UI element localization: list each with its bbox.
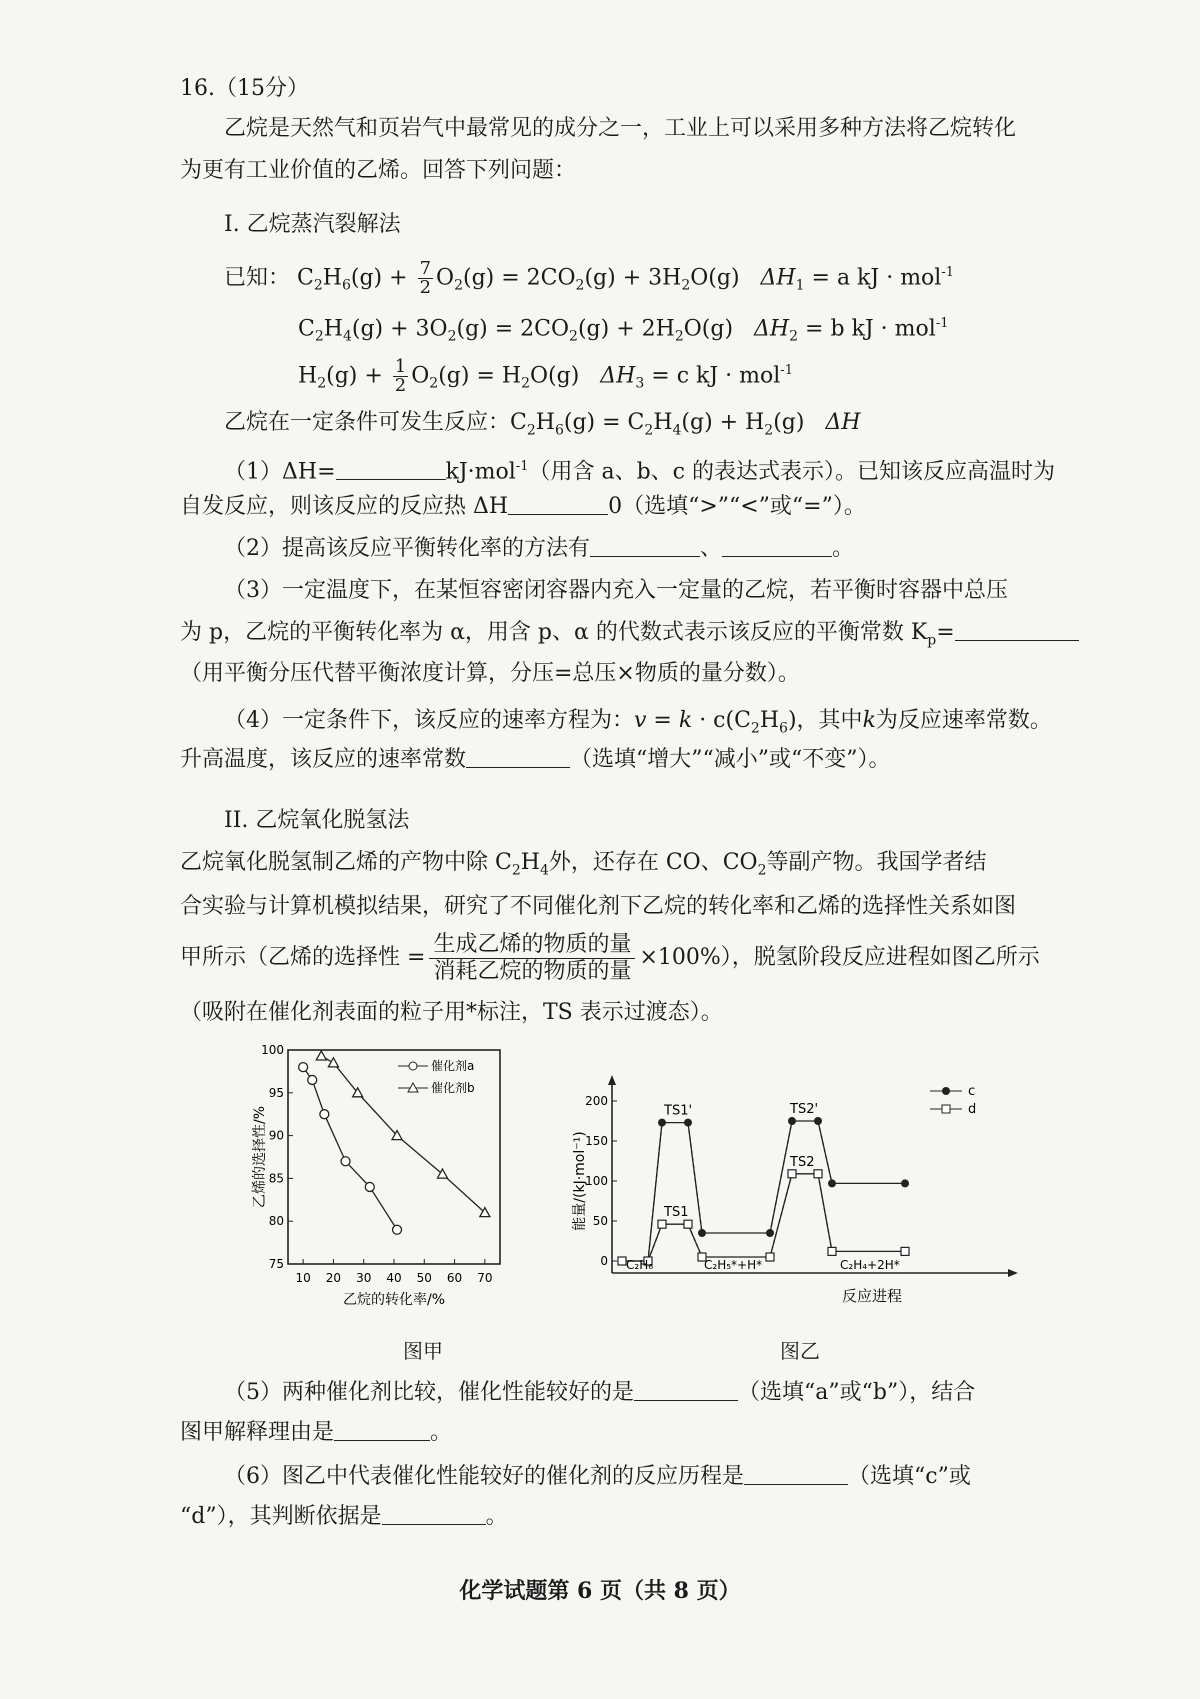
x-axis-label: 乙烷的转化率/% xyxy=(342,1292,446,1308)
stage-label-c2h4: C₂H₄+2H* xyxy=(840,1258,900,1272)
figure-yi xyxy=(570,1075,1030,1335)
legend-marker-c xyxy=(942,1087,950,1095)
part2-line-2: 合实验与计算机模拟结果，研究了不同催化剂下乙烷的转化率和乙烯的选择性关系如图 xyxy=(180,894,1017,919)
figure-jia xyxy=(250,1040,570,1360)
ts-label-d-1: TS1 xyxy=(664,1205,689,1221)
answer-blank-2-2[interactable] xyxy=(722,534,832,557)
legend-marker-d xyxy=(942,1105,950,1113)
legend-label-a: 催化剂a xyxy=(431,1059,475,1073)
stage-label-c2h6: C₂H₆ xyxy=(626,1258,654,1272)
part1-title: I. 乙烷蒸汽裂解法 xyxy=(224,212,401,237)
answer-blank-6-1[interactable] xyxy=(744,1462,848,1485)
known-equation-3: $H_2(g)$ + $\frac{1}{2}$ $O_2(g) = H_2O(g)$ $\Delta H_3 = c$ kJ · mol$^{-1}$ xyxy=(298,355,793,396)
y-tick-label: 100 xyxy=(261,1043,284,1057)
x-axis-label: 反应进程 xyxy=(842,1287,903,1305)
data-point-d xyxy=(766,1253,774,1261)
answer-blank-5-2[interactable] xyxy=(334,1418,430,1441)
question-6-line-2: “d”），其判断依据是 。 xyxy=(180,1504,508,1529)
x-tick-label: 50 xyxy=(416,1271,432,1285)
series-line-b xyxy=(321,1056,485,1213)
figure-yi-caption: 图乙 xyxy=(780,1339,820,1363)
answer-blank-5-1[interactable] xyxy=(634,1378,738,1401)
y-tick-label: 80 xyxy=(268,1214,284,1229)
answer-blank-1-2[interactable] xyxy=(508,492,608,515)
ts-label-c-2: TS2' xyxy=(790,1102,819,1117)
ts-label-c-1: TS1' xyxy=(664,1103,693,1119)
y-tick-label: 200 xyxy=(585,1094,608,1108)
part2-line-3: 甲所示（乙烯的选择性 = 生成乙烯的物质的量 消耗乙烷的物质的量 ×100%），脱氢阶段反应进程如图乙所示 xyxy=(180,931,1040,984)
data-point-d xyxy=(828,1247,836,1255)
x-axis-arrow xyxy=(1008,1269,1018,1277)
answer-blank-1-1[interactable] xyxy=(336,457,446,480)
data-point-a xyxy=(341,1157,350,1166)
data-point-c xyxy=(788,1117,796,1125)
x-tick-label: 10 xyxy=(295,1271,311,1285)
data-point-d xyxy=(788,1170,796,1178)
y-axis-label: 能量/(kJ·mol⁻¹) xyxy=(572,1131,588,1231)
x-tick-label: 30 xyxy=(356,1271,372,1285)
data-point-c xyxy=(698,1229,706,1237)
data-point-c xyxy=(766,1229,774,1237)
y-axis-arrow xyxy=(608,1075,616,1085)
x-tick-label: 70 xyxy=(477,1271,493,1285)
data-point-d xyxy=(658,1220,666,1228)
answer-blank-2-1[interactable] xyxy=(590,534,700,557)
stage-label-c2h5: C₂H₅*+H* xyxy=(704,1258,763,1272)
page-footer: 化学试题第 6 页（共 8 页） xyxy=(459,1578,741,1604)
data-point-a xyxy=(365,1182,374,1191)
x-tick-label: 60 xyxy=(446,1271,463,1285)
data-point-d xyxy=(814,1170,822,1178)
selectivity-fraction: 生成乙烯的物质的量 消耗乙烷的物质的量 xyxy=(429,932,635,985)
question-6-line-1: （6）图乙中代表催化性能较好的催化剂的反应历程是 （选填“c”或 xyxy=(224,1464,971,1489)
question-3-line-2: 为 p，乙烷的平衡转化率为 α，用含 p、α 的代数式表示该反应的平衡常数 $K_p=$ xyxy=(180,618,1079,655)
y-tick-label: 85 xyxy=(268,1171,284,1186)
legend-marker-a xyxy=(409,1062,417,1070)
y-tick-label: 50 xyxy=(592,1214,608,1228)
legend-label-d: d xyxy=(968,1102,977,1117)
question-4-line-2: 升高温度，该反应的速率常数 （选填“增大”“减小”或“不变”）。 xyxy=(180,747,891,772)
y-axis-label: 乙烯的选择性/% xyxy=(252,1105,268,1209)
ts-label-d-2: TS2 xyxy=(790,1154,815,1170)
known-equation-1: 已知： $C_2H_6(g)$ + $\frac{7}{2}$ $O_2(g) = 2CO_2(g) + 3H_2O(g)$ $\Delta H_1 = a$ kJ · mol$^{-1}$ xyxy=(224,257,955,298)
answer-blank-6-2[interactable] xyxy=(382,1502,486,1525)
question-1-line-2: 自发反应，则该反应的反应热 ΔH 0（选填“>”“<”或“=”）。 xyxy=(180,494,866,519)
data-point-d xyxy=(684,1220,692,1228)
x-tick-label: 40 xyxy=(386,1271,402,1285)
answer-blank-4[interactable] xyxy=(466,745,570,768)
question-4-line-1: （4）一定条件下，该反应的速率方程为：$v = k \cdot c(C_2H_6)$，其中k为反应速率常数。 xyxy=(224,708,1052,737)
data-point-a xyxy=(393,1225,402,1234)
target-reaction: 乙烷在一定条件可发生反应：$C_2H_6(g) = C_2H_4(g) + H_2(g)$ ΔH xyxy=(224,410,861,439)
legend-label-b: 催化剂b xyxy=(431,1081,475,1095)
data-point-c xyxy=(658,1119,666,1127)
data-point-a xyxy=(320,1110,329,1119)
answer-blank-3[interactable] xyxy=(955,618,1079,641)
data-point-d xyxy=(618,1257,626,1265)
data-point-c xyxy=(828,1179,836,1187)
series-solid-c xyxy=(622,1121,905,1261)
data-point-a xyxy=(308,1075,317,1084)
series-line-a xyxy=(303,1067,397,1230)
data-point-c xyxy=(684,1119,692,1127)
data-point-c xyxy=(901,1179,909,1187)
y-tick-label: 150 xyxy=(585,1134,608,1148)
data-point-c xyxy=(814,1117,822,1125)
known-equation-2: $C_2H_4(g) + 3O_2(g) = 2CO_2(g) + 2H_2O(g)$ $\Delta H_2 = b$ kJ · mol$^{-1}$ xyxy=(298,316,949,345)
x-tick-label: 20 xyxy=(325,1271,342,1285)
data-point-b xyxy=(316,1051,326,1060)
y-tick-label: 75 xyxy=(268,1257,284,1271)
question-5-line-1: （5）两种催化剂比较，催化性能较好的是 （选填“a”或“b”），结合 xyxy=(224,1380,976,1405)
y-tick-label: 90 xyxy=(268,1128,284,1143)
figure-jia-caption: 图甲 xyxy=(403,1339,443,1363)
question-3-line-1: （3）一定温度下，在某恒容密闭容器内充入一定量的乙烷，若平衡时容器中总压 xyxy=(224,578,1008,603)
y-tick-label: 100 xyxy=(585,1174,608,1188)
fraction-1-2: $\frac{1}{2}$ xyxy=(394,355,407,396)
legend-label-c: c xyxy=(968,1084,976,1099)
fraction-7-2: $\frac{7}{2}$ xyxy=(419,257,432,298)
intro-line-1: 乙烷是天然气和页岩气中最常见的成分之一，工业上可以采用多种方法将乙烷转化 xyxy=(224,116,1017,141)
question-3-line-3: （用平衡分压代替平衡浓度计算，分压=总压×物质的量分数）。 xyxy=(180,661,800,686)
intro-line-2: 为更有工业价值的乙烯。回答下列问题： xyxy=(180,158,577,183)
question-1-line-1: （1）ΔH= kJ·mol$^{-1}$（用含 a、b、c 的表达式表示）。已知该反应高温时为 xyxy=(224,459,1055,485)
part2-line-4: （吸附在催化剂表面的粒子用*标注，TS 表示过渡态）。 xyxy=(180,1000,723,1025)
question-5-line-2: 图甲解释理由是 。 xyxy=(180,1420,453,1445)
data-point-a xyxy=(299,1063,308,1072)
data-point-b xyxy=(328,1058,338,1067)
question-2: （2）提高该反应平衡转化率的方法有 、 。 xyxy=(224,536,855,561)
y-tick-label: 95 xyxy=(268,1085,284,1100)
y-tick-label: 0 xyxy=(600,1254,608,1268)
part2-title: II. 乙烷氧化脱氢法 xyxy=(224,808,410,833)
question-number: 16.（15分） xyxy=(180,76,309,101)
part2-line-1: 乙烷氧化脱氢制乙烯的产物中除 $C_2H_4$外，还存在 CO、$CO_2$等副产物。我国学者结 xyxy=(180,850,987,879)
data-point-d xyxy=(901,1247,909,1255)
